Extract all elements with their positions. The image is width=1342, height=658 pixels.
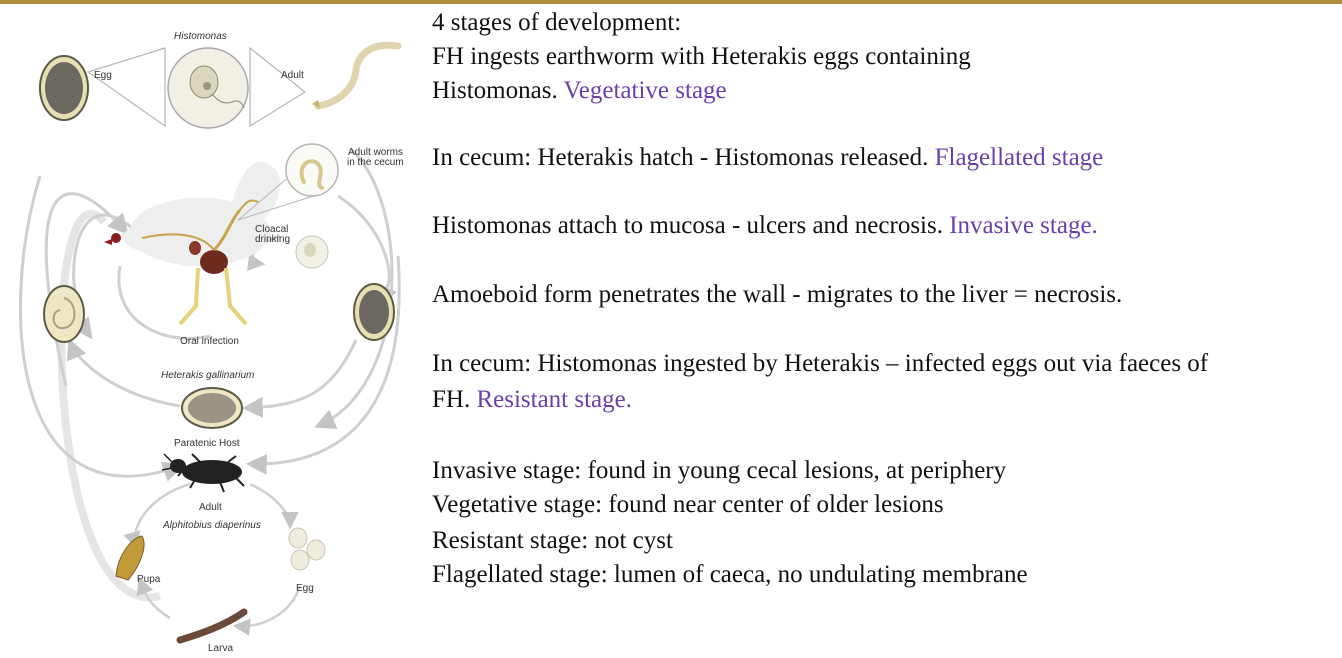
heterakis-egg-center-icon	[182, 388, 242, 428]
vegetative-stage-label: Vegetative stage	[563, 77, 727, 104]
label-egg-top: Egg	[94, 70, 112, 81]
top-stage-group	[40, 45, 398, 128]
resistant-stage-label: Resistant stage.	[476, 386, 632, 413]
label-drinking: drinking	[255, 234, 291, 245]
p5-line1: In cecum: Histomonas ingested by Heterakis – infected eggs out via faeces of	[432, 350, 1209, 377]
flagellated-stage-label: Flagellated stage	[934, 144, 1104, 171]
p3-line	[432, 209, 1098, 243]
adult-worm-top-icon	[312, 45, 398, 108]
summary-flagellated: Flagellated stage: lumen of caeca, no undulating membrane	[432, 561, 1028, 588]
beetle-eggs-icon	[289, 528, 325, 570]
label-cloacal: Cloacal	[255, 224, 289, 235]
p4-line: Amoeboid form penetrates the wall - migrates to the liver = necrosis.	[432, 281, 1123, 308]
stages-heading: 4 stages of development:	[432, 9, 682, 36]
p1-line2	[432, 74, 727, 108]
header-rule	[0, 0, 1342, 4]
label-heterakis-gallinarium: Heterakis gallinarium	[161, 370, 255, 381]
hen-icon	[104, 162, 280, 324]
p2-text: In cecum: Heterakis hatch - Histomonas released.	[432, 144, 929, 171]
label-alphitobius: Alphitobius diaperinus	[163, 520, 261, 531]
label-histomonas: Histomonas	[174, 31, 227, 42]
p5-line2-text: FH.	[432, 386, 471, 413]
label-adult-top: Adult	[281, 70, 304, 81]
label-adult-worms: Adult worms	[348, 147, 404, 158]
p1-line2-text: Histomonas.	[432, 77, 558, 104]
cloacal-histomonas-icon	[296, 236, 328, 268]
label-in-cecum: in the cecum	[347, 157, 404, 168]
life-cycle-illustration	[0, 6, 420, 658]
larvated-egg-icon	[44, 286, 84, 342]
summary-vegetative: Vegetative stage: found near center of older lesions	[432, 491, 944, 518]
label-pupa: Pupa	[137, 574, 161, 585]
invasive-stage-label: Invasive stage.	[949, 212, 1098, 239]
label-paratenic-host: Paratenic Host	[174, 438, 240, 449]
label-egg-bottom: Egg	[296, 583, 314, 594]
label-larva: Larva	[208, 643, 234, 654]
label-oral-infection: Oral infection	[180, 336, 239, 347]
p5-line2	[432, 383, 632, 417]
p2-line	[432, 141, 1103, 175]
life-cycle-diagram	[0, 6, 420, 658]
heterakis-egg-right-icon	[354, 284, 394, 340]
larva-icon	[180, 612, 244, 640]
p1-line1: FH ingests earthworm with Heterakis eggs containing	[432, 43, 971, 70]
summary-resistant: Resistant stage: not cyst	[432, 527, 673, 554]
egg-top-icon	[40, 56, 88, 120]
label-adult-beetle: Adult	[199, 502, 222, 513]
beetle-icon	[162, 454, 244, 492]
histomonas-cell-icon	[168, 48, 248, 128]
p3-text: Histomonas attach to mucosa - ulcers and necrosis.	[432, 212, 943, 239]
summary-invasive: Invasive stage: found in young cecal lesions, at periphery	[432, 457, 1007, 484]
